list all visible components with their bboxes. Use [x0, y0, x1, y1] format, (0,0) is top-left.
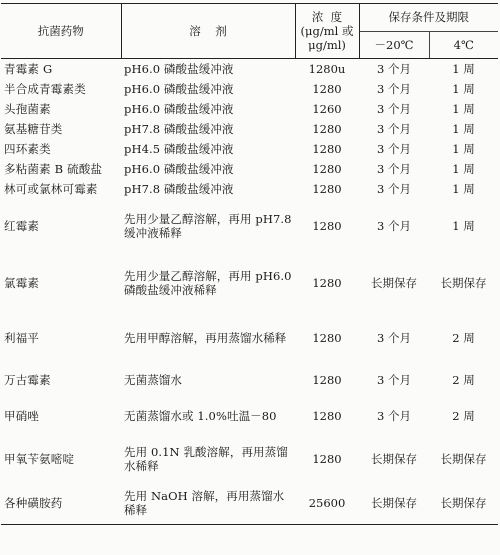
- table-row: [1, 139, 498, 159]
- cell-concentration: 1280: [312, 275, 342, 290]
- cell-solvent: 先用少量乙醇溶解，再用 pH6.0 磷酸盐缓冲液稀释: [124, 268, 292, 297]
- cell-drug: 半合成青霉素类: [4, 81, 86, 96]
- header-concentration-line2: (μg/ml 或: [300, 23, 354, 38]
- header-solvent-label: 溶 剂: [189, 23, 227, 38]
- table-row: [1, 483, 498, 525]
- cell-concentration: 1280: [312, 218, 342, 233]
- cell-storage-4c: 长期保存: [429, 483, 498, 525]
- table-header: [1, 3, 498, 59]
- cell-storage-minus20: 3 个月: [377, 161, 411, 176]
- cell-storage-minus20: 长期保存: [371, 451, 417, 466]
- cell-storage-4c: 1 周: [452, 81, 475, 96]
- cell-solvent: 先用 0.1N 乳酸溶解，再用蒸馏水稀释: [124, 444, 288, 473]
- cell-drug: 红霉素: [4, 218, 40, 233]
- cell-solvent: 无菌蒸馏水或 1.0%吐温－80: [124, 408, 277, 423]
- cell-storage-minus20: 长期保存: [359, 483, 429, 525]
- cell-solvent: 无菌蒸馏水: [124, 372, 182, 387]
- cell-drug: 各种磺胺药: [1, 483, 121, 525]
- table-row: [1, 199, 498, 253]
- cell-drug: 氯霉素: [4, 275, 40, 290]
- cell-drug: 四环素类: [4, 141, 51, 156]
- cell-concentration: 1280: [312, 372, 342, 387]
- cell-storage-minus20: 3 个月: [377, 181, 411, 196]
- table-row: [1, 397, 498, 435]
- table-row: [1, 119, 498, 139]
- cell-concentration: 1280u: [308, 61, 346, 76]
- cell-storage-minus20: 3 个月: [377, 372, 411, 387]
- cell-solvent: pH4.5 磷酸盐缓冲液: [124, 141, 234, 156]
- cell-storage-4c: 长期保存: [440, 451, 487, 466]
- header-solvent: [121, 3, 295, 59]
- table-row: [1, 363, 498, 397]
- cell-solvent: pH6.0 磷酸盐缓冲液: [124, 61, 234, 76]
- cell-drug: 氨基糖苷类: [4, 121, 63, 136]
- cell-storage-4c: 长期保存: [440, 275, 487, 290]
- header-drug: 抗菌药物: [1, 3, 121, 59]
- cell-storage-4c: 1 周: [452, 101, 475, 116]
- cell-concentration: 1280: [312, 81, 342, 96]
- header-concentration-line1: 浓 度: [311, 9, 343, 24]
- cell-storage-4c: 1 周: [452, 181, 475, 196]
- table-row: [1, 159, 498, 179]
- table-row: [1, 99, 498, 119]
- cell-storage-4c: 1 周: [452, 61, 475, 76]
- cell-concentration: 1260: [312, 101, 342, 116]
- cell-concentration: 1280: [312, 451, 342, 466]
- antibiotic-storage-table: [1, 3, 498, 525]
- cell-concentration: 1280: [312, 161, 342, 176]
- cell-solvent: pH6.0 磷酸盐缓冲液: [124, 161, 234, 176]
- cell-concentration: 25600: [295, 483, 359, 525]
- cell-drug: 多粘菌素 B 硫酸盐: [4, 161, 103, 176]
- cell-solvent: pH6.0 磷酸盐缓冲液: [124, 101, 234, 116]
- cell-solvent: 先用 NaOH 溶解，再用蒸馏水稀释: [121, 483, 295, 525]
- cell-drug: 头孢菌素: [4, 101, 51, 116]
- header-storage: 保存条件及期限: [359, 3, 498, 32]
- cell-solvent: pH7.8 磷酸盐缓冲液: [124, 121, 234, 136]
- cell-solvent: 先用甲醇溶解，再用蒸馏水稀释: [124, 330, 287, 345]
- cell-solvent: pH6.0 磷酸盐缓冲液: [124, 81, 234, 96]
- cell-storage-minus20: 3 个月: [377, 218, 411, 233]
- cell-solvent: 先用少量乙醇溶解，再用 pH7.8 缓冲液稀释: [124, 211, 292, 240]
- cell-concentration: 1280: [312, 181, 342, 196]
- cell-storage-minus20: 3 个月: [377, 408, 411, 423]
- cell-concentration: 1280: [312, 141, 342, 156]
- cell-storage-4c: 2 周: [452, 330, 475, 345]
- header-temp-minus20: －20℃: [359, 32, 429, 59]
- cell-storage-minus20: 3 个月: [377, 101, 411, 116]
- cell-drug: 甲硝唑: [4, 408, 40, 423]
- cell-drug: 林可或氯林可霉素: [4, 181, 98, 196]
- cell-storage-4c: 2 周: [452, 408, 475, 423]
- cell-storage-4c: 1 周: [452, 121, 475, 136]
- cell-storage-minus20: 3 个月: [377, 121, 411, 136]
- table-row: [1, 435, 498, 483]
- cell-drug: 青霉素 G: [4, 61, 53, 76]
- cell-storage-4c: 2 周: [452, 372, 475, 387]
- cell-storage-minus20: 长期保存: [371, 275, 417, 290]
- cell-storage-minus20: 3 个月: [377, 141, 411, 156]
- cell-storage-minus20: 3 个月: [377, 81, 411, 96]
- table-row: [1, 179, 498, 199]
- cell-concentration: 1280: [312, 330, 342, 345]
- table-row: [1, 313, 498, 363]
- cell-storage-4c: 1 周: [452, 161, 475, 176]
- header-temp-4: 4℃: [429, 32, 498, 59]
- table-body: [1, 59, 498, 525]
- cell-drug: 利福平: [4, 330, 40, 345]
- cell-drug: 甲氧苄氨嘧啶: [4, 451, 75, 466]
- table-row: [1, 253, 498, 313]
- cell-storage-minus20: 3 个月: [377, 61, 411, 76]
- cell-concentration: 1280: [312, 408, 342, 423]
- cell-solvent: pH7.8 磷酸盐缓冲液: [124, 181, 234, 196]
- cell-drug: 万古霉素: [4, 372, 51, 387]
- table-row: [1, 79, 498, 99]
- header-concentration: [295, 3, 359, 59]
- cell-storage-4c: 1 周: [452, 218, 475, 233]
- cell-storage-4c: 1 周: [452, 141, 475, 156]
- header-concentration-line3: μg/ml): [308, 37, 346, 52]
- cell-concentration: 1280: [312, 121, 342, 136]
- table-row: [1, 59, 498, 79]
- cell-storage-minus20: 3 个月: [377, 330, 411, 345]
